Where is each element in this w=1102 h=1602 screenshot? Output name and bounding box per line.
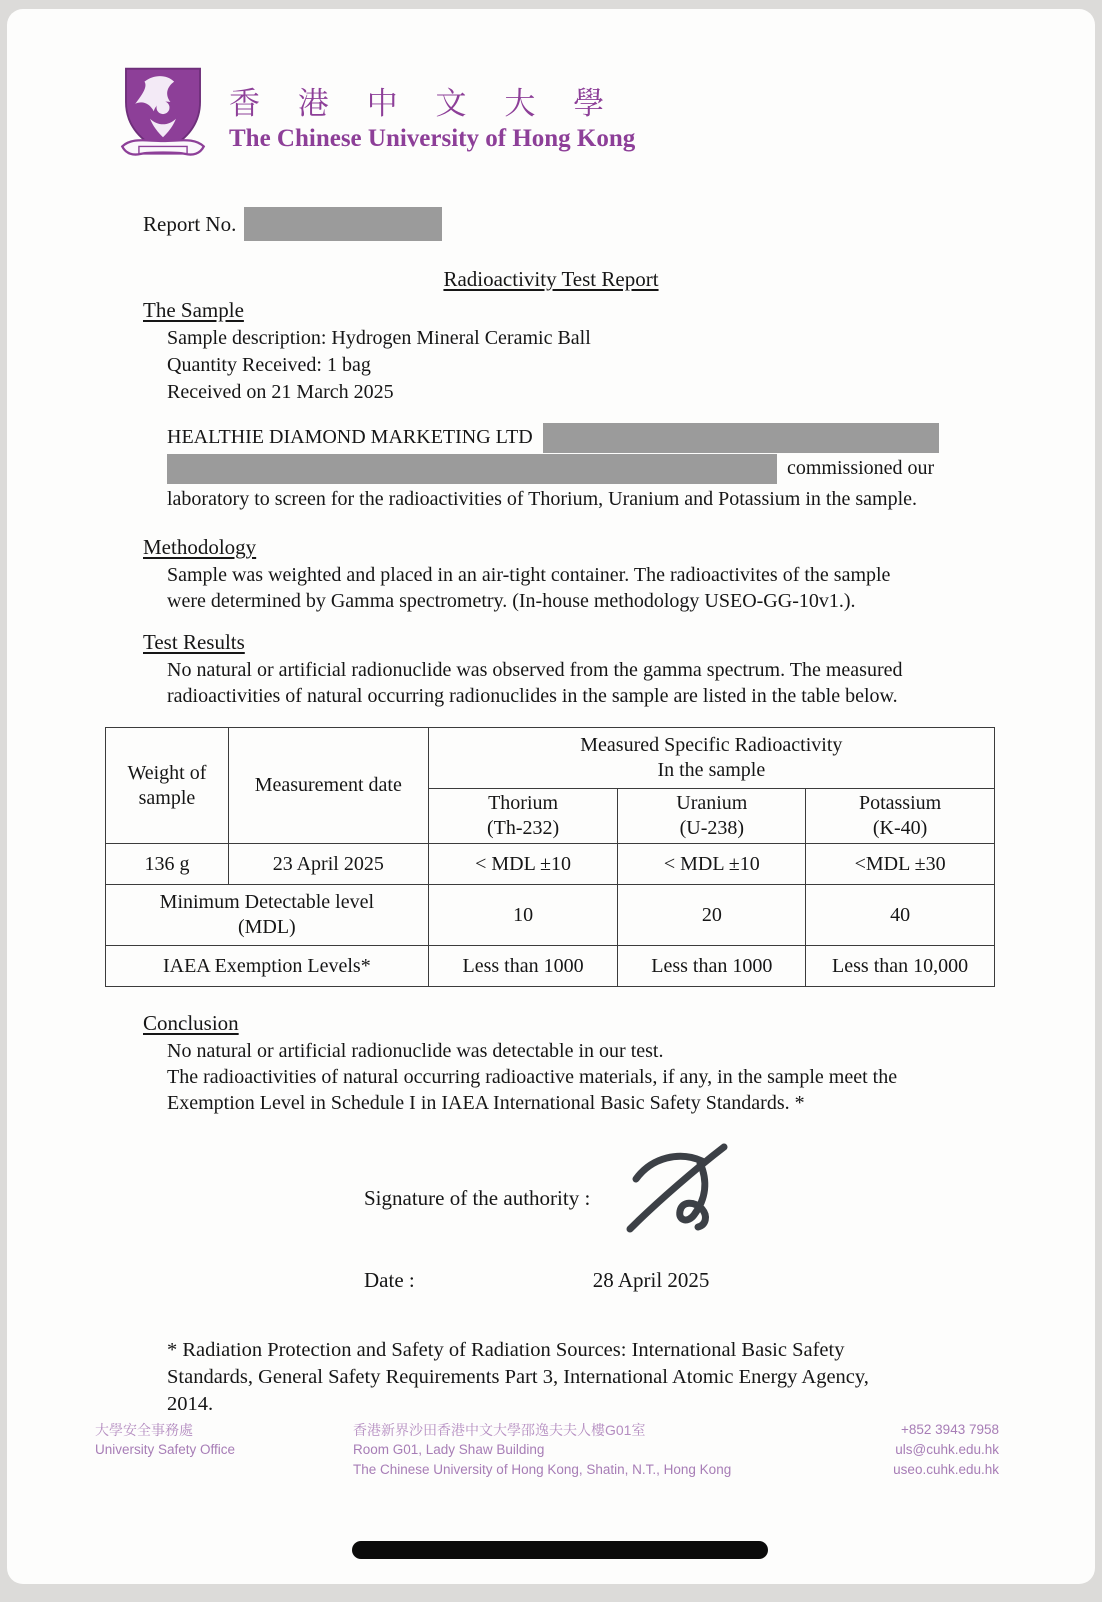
table-row-mdl [106,885,995,946]
footer-email: uls@cuhk.edu.hk [895,1442,999,1457]
footer-address-en1: Room G01, Lady Shaw Building [353,1442,545,1457]
col-header-weight: Weight of sample [106,728,229,844]
conclusion-heading: Conclusion [143,1011,239,1035]
cell-mdl-label: Minimum Detectable level (MDL) [106,885,429,946]
footer-address-en2: The Chinese University of Hong Kong, Shatin, N.T., Hong Kong [353,1462,732,1477]
home-indicator-bar [352,1541,768,1559]
sample-received-date: Received on 21 March 2025 [167,381,394,403]
cell-sample-weight: 136 g [106,844,229,885]
signature-label: Signature of the authority : [364,1185,591,1210]
col-header-measurement-date: Measurement date [228,728,428,844]
footer-office-en: University Safety Office [95,1442,236,1457]
university-header [115,65,1095,165]
col-header-thorium: Thorium (Th-232) [428,789,618,844]
report-number-row [143,207,1095,241]
footnote: * Radiation Protection and Safety of Radiation Sources: International Basic Safety Standards, General Safety Requirements Part 3, International Atomic Energy Agency, 2014. [167,1339,869,1415]
table-row-iaea [106,946,995,987]
cell-mdl-potassium: 40 [806,885,995,946]
report-number-redaction [244,207,442,241]
cell-iaea-thorium: Less than 1000 [428,946,618,987]
col-header-uranium: Uranium (U-238) [618,789,806,844]
cell-mdl-uranium: 20 [618,885,806,946]
methodology-line: Sample was weighted and placed in an air-tight container. The radioactivites of the sample [167,564,891,586]
section-methodology [143,535,995,614]
conclusion-line: No natural or artificial radionuclide was detectable in our test. [167,1040,664,1062]
sample-heading: The Sample [143,298,244,322]
conclusion-line: Exemption Level in Schedule I in IAEA International Basic Safety Standards. * [167,1092,805,1114]
section-sample [143,298,995,406]
page-footer [95,1420,999,1480]
cell-measurement-date: 23 April 2025 [228,844,428,885]
client-address-redaction-1 [543,423,939,453]
client-address-redaction-2 [167,454,777,484]
footer-address-zh: 香港新界沙田香港中文大學邵逸夫夫人樓G01室 [353,1422,646,1438]
cell-iaea-potassium: Less than 10,000 [806,946,995,987]
test-results-heading: Test Results [143,630,245,654]
cell-uranium-value: < MDL ±10 [618,844,806,885]
sample-description: Sample description: Hydrogen Mineral Ceramic Ball [167,327,591,349]
cuhk-crest-logo [115,65,211,165]
signature-row [364,1150,1095,1246]
sample-quantity: Quantity Received: 1 bag [167,354,371,376]
date-row [364,1268,1095,1293]
cell-mdl-thorium: 10 [428,885,618,946]
client-paragraph [167,422,939,515]
methodology-heading: Methodology [143,535,257,559]
signature-scribble [618,1139,736,1239]
results-table [105,727,995,987]
section-test-results [143,630,995,709]
report-title: Radioactivity Test Report [443,267,659,291]
test-results-line: No natural or artificial radionuclide was observed from the gamma spectrum. The measured [167,659,903,681]
col-header-radioactivity-group: Measured Specific Radioactivity In the sample [428,728,994,789]
university-name-zh: 香 港 中 文 大 學 [229,85,619,122]
table-header-row [106,728,995,789]
report-page [7,9,1095,1584]
report-number-label: Report No. [143,211,237,236]
conclusion-line: The radioactivities of natural occurring radioactive materials, if any, in the sample meet the [167,1066,898,1088]
footer-website: useo.cuhk.edu.hk [893,1462,999,1477]
date-value: 28 April 2025 [592,1268,710,1292]
footer-office-zh: 大學安全事務處 [95,1422,193,1438]
date-label: Date : [364,1268,415,1292]
commission-line: laboratory to screen for the radioactivities of Thorium, Uranium and Potassium in the sample. [167,488,917,510]
commission-tail-text: commissioned our [787,457,935,479]
methodology-line: were determined by Gamma spectrometry. (In-house methodology USEO-GG-10v1.). [167,590,856,612]
client-name: HEALTHIE DIAMOND MARKETING LTD [167,426,533,448]
section-conclusion [143,1011,995,1116]
footer-phone: +852 3943 7958 [901,1422,999,1437]
cell-thorium-value: < MDL ±10 [428,844,618,885]
university-name-en: The Chinese University of Hong Kong [229,124,636,152]
cell-iaea-label: IAEA Exemption Levels* [106,946,429,987]
cell-iaea-uranium: Less than 1000 [618,946,806,987]
col-header-potassium: Potassium (K-40) [806,789,995,844]
test-results-line: radioactivities of natural occurring radionuclides in the sample are listed in the table below. [167,685,898,707]
table-row-sample [106,844,995,885]
cell-potassium-value: <MDL ±30 [806,844,995,885]
